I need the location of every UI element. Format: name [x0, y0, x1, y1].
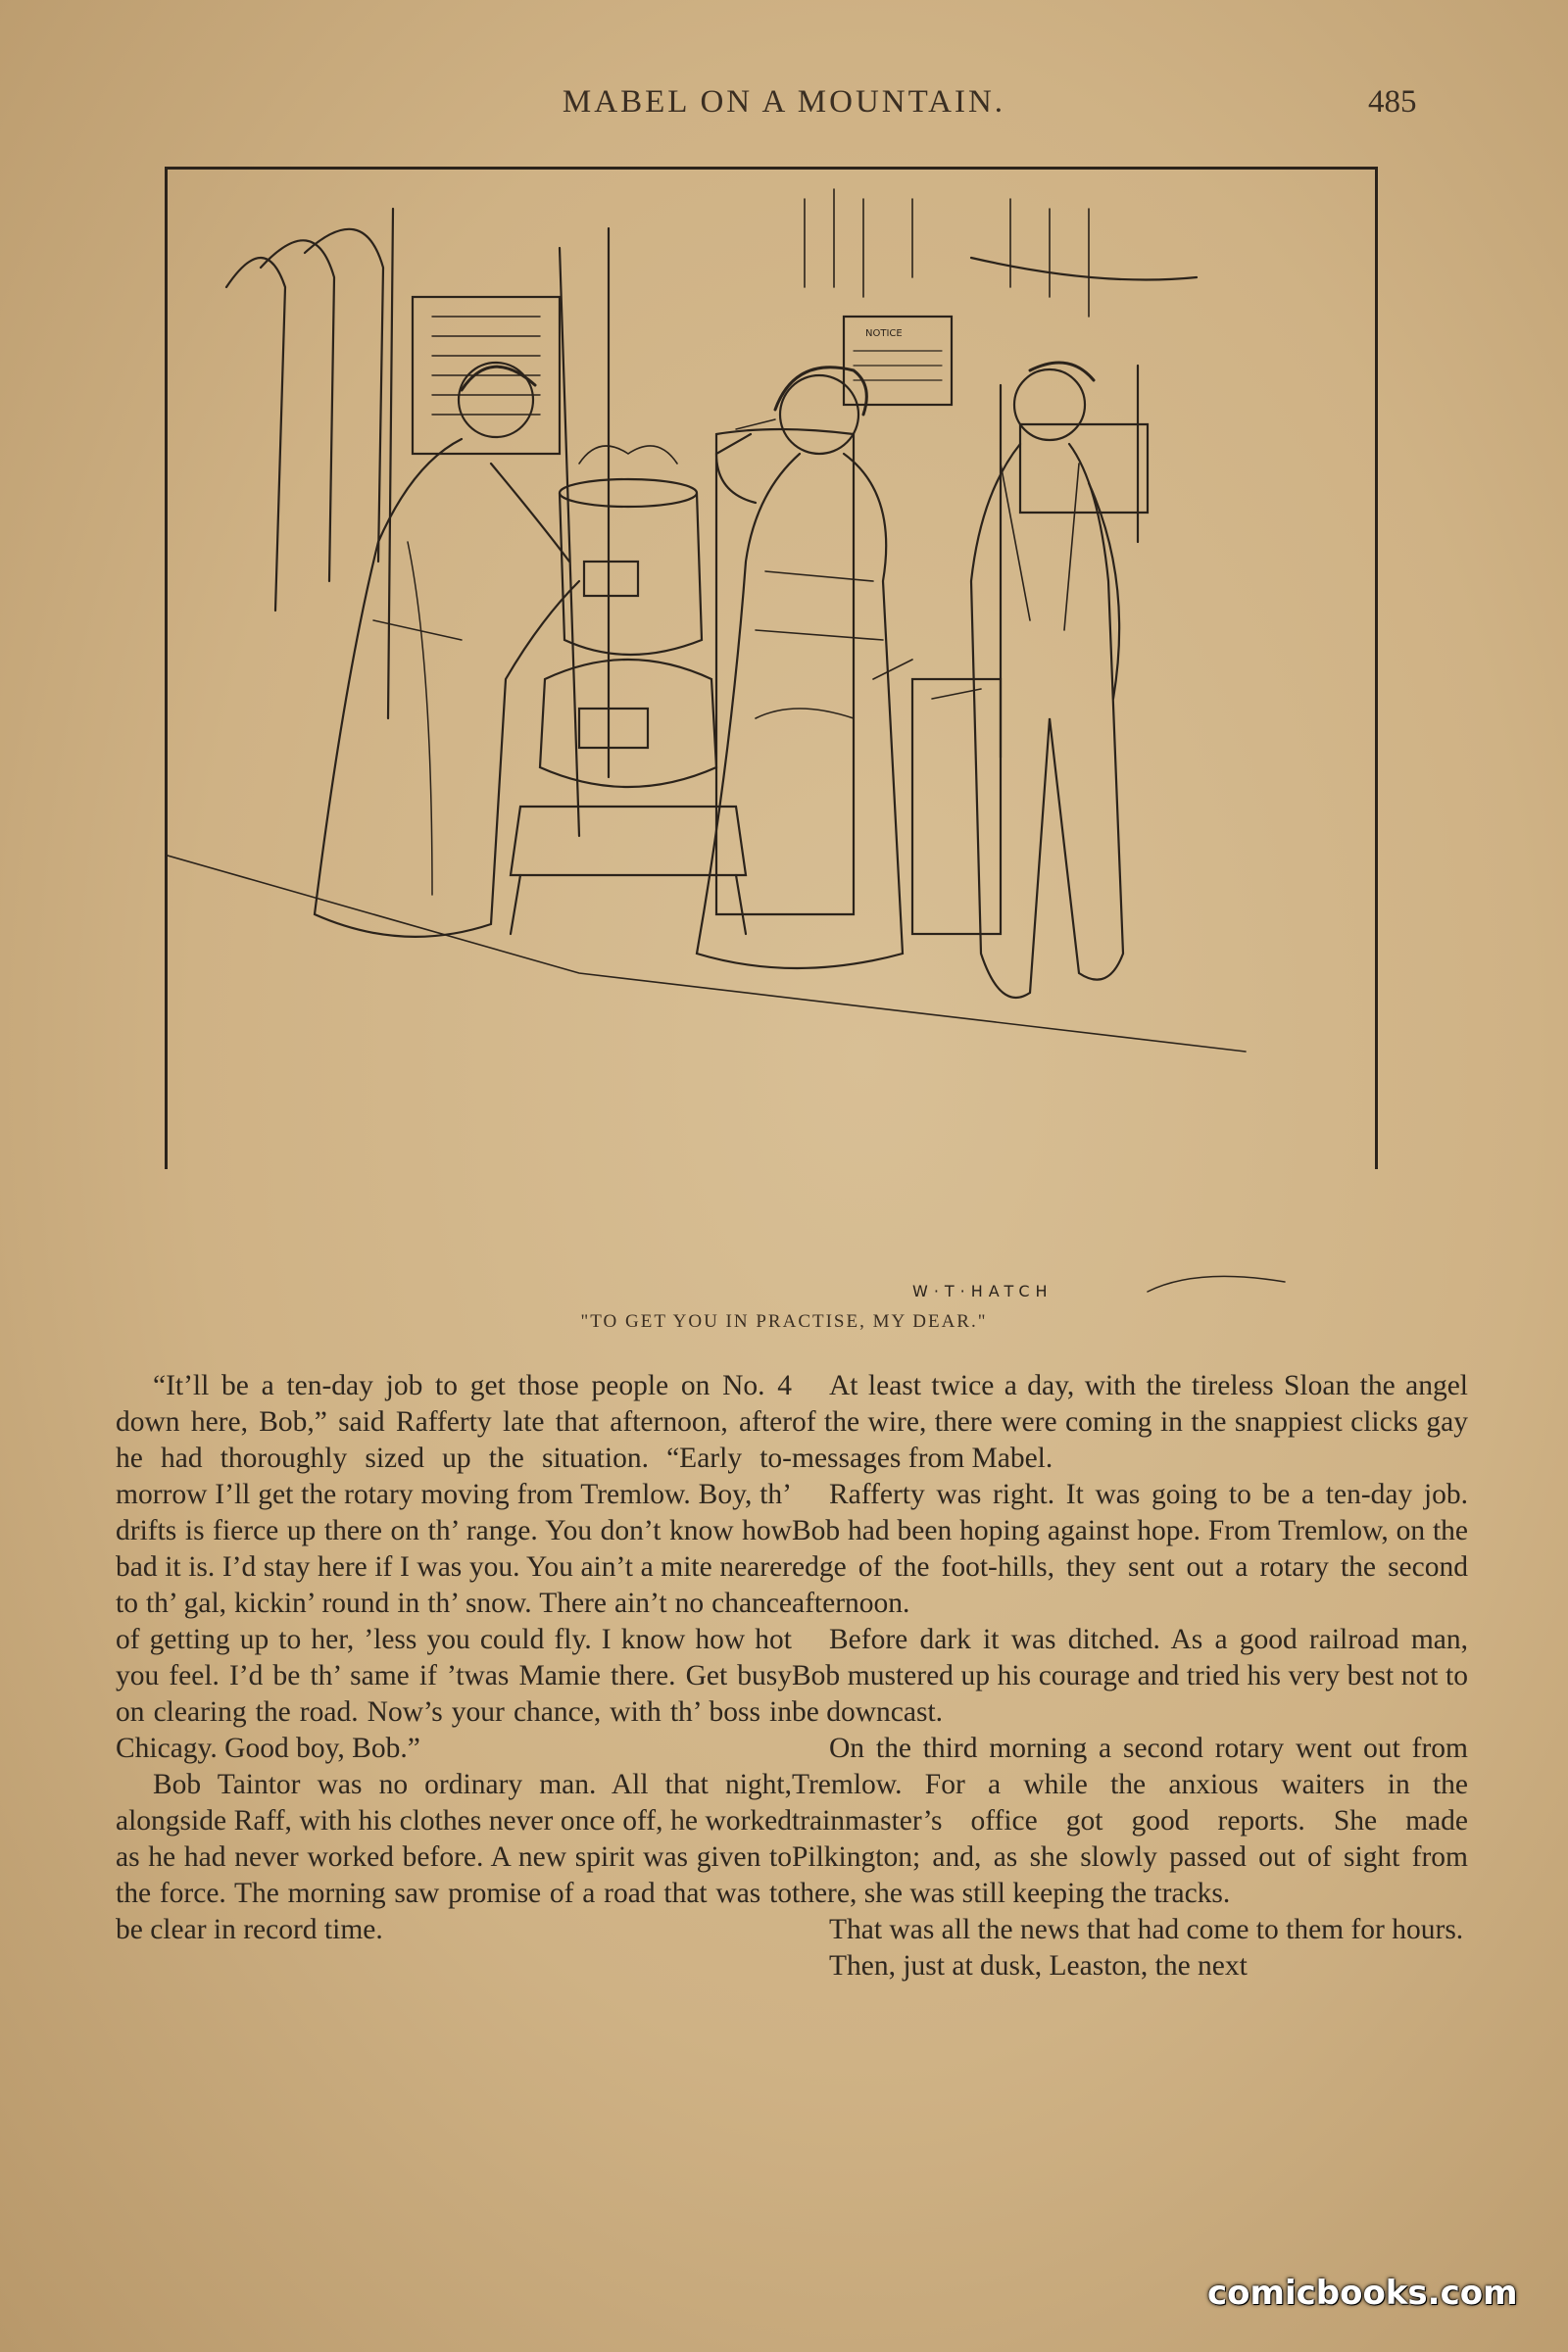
paragraph: Bob Taintor was no ordinary man. All that night, alongside Raff, with his clothes never once off, he worked as he had never worked before. A new spirit was given to the force. The morning saw promise of a road that was to be clear in record time. — [116, 1769, 792, 1945]
running-head: MABEL ON A MOUNTAIN. — [562, 84, 1006, 120]
woman-at-stove-dress — [315, 439, 579, 937]
paragraph: Before dark it was ditched. As a good railroad man, Bob mustered up his courage and tried his very best not to be downcast. — [792, 1624, 1468, 1728]
notice-text: NOTICE — [865, 328, 903, 339]
paragraph: Rafferty was right. It was going to be a ten-day job. Bob had been hoping against hope. From Tremlow, on the edge of the foot-hills, they sent out a rotary the second afternoon. — [792, 1479, 1468, 1619]
paragraph: On the third morning a second rotary went out from Tremlow. For a while the anxious waiters in the trainmaster’s office got good reports. She made Pilkington; and, as she slowly passed out of sight from there, she was still keeping the tracks. — [792, 1733, 1468, 1909]
mabel-dress — [697, 454, 903, 968]
illustration-drawing — [168, 170, 1375, 1316]
artist-signature: W·T·HATCH — [912, 1282, 1054, 1300]
saucepan — [584, 562, 638, 596]
paragraph: “It’ll be a ten-day job to get those people on No. 4 down here, Bob,” said Rafferty late that afternoon, after he had thoroughly sized up the situation. “Early to-morrow I’ll get the rotary moving from Tremlow. Boy, th’ drifts is fierce up there on th’ range. You don’t know how bad it is. I’d stay here if I was you. You ain’t a mite nearer to th’ gal, kickin’ round in th’ snow. There ain’t no chance of getting up to her, ’less you could fly. I know how hot you feel. I’d be th’ same if ’twas Mamie there. Get busy on clearing the road. Now’s your chance, with th’ boss in Chicagy. Good boy, Bob.” — [116, 1370, 792, 1764]
page-number: 485 — [1368, 84, 1417, 120]
arch-line — [261, 240, 334, 581]
mabel-head — [780, 375, 858, 454]
paragraph: Then, just at dusk, Leaston, the next — [829, 1950, 1248, 1982]
illustration — [165, 167, 1378, 1300]
illustration-caption: "TO GET YOU IN PRACTISE, MY DEAR." — [580, 1311, 988, 1332]
man-head — [1014, 369, 1085, 440]
left-column — [116, 1368, 792, 1948]
paragraph: At least twice a day, with the tireless Sloan the angel of the wire, there were coming in the snappiest clicks gay messages from Mabel. — [792, 1370, 1468, 1474]
right-column — [792, 1368, 1468, 1984]
paragraph: That was all the news that had come to them for hours. — [829, 1914, 1464, 1945]
mabel-arm — [716, 434, 756, 503]
man-suit — [971, 444, 1123, 998]
counter — [912, 679, 1001, 934]
arch-line — [226, 258, 285, 611]
watermark-link[interactable]: comicbooks.com — [1207, 2274, 1518, 2313]
stove-body — [540, 660, 716, 787]
arch-line — [305, 229, 383, 562]
stove-pot — [560, 479, 697, 507]
